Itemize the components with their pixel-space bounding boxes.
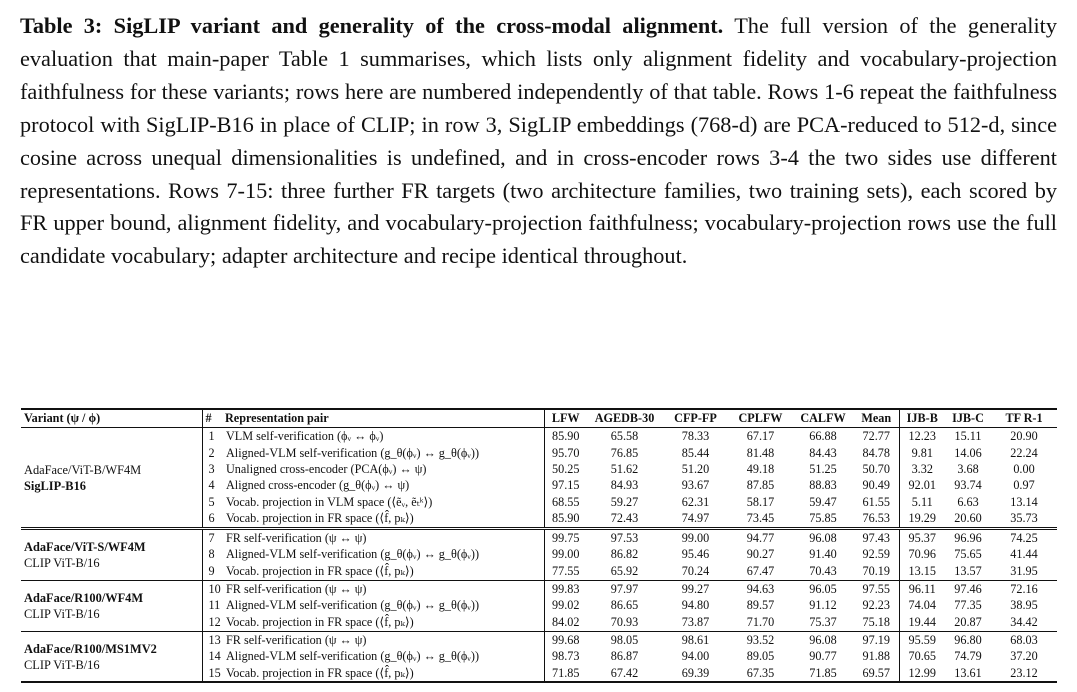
metric-value: 76.53 [854, 510, 899, 528]
row-index: 12 [208, 614, 221, 629]
representation-pair: FR self-verification (ψ ↔ ψ) [222, 580, 544, 598]
metric-value: 95.59 [908, 632, 936, 647]
metric-value: 98.73 [552, 649, 580, 664]
metric-value: 12.99 [908, 665, 936, 680]
metric-value: 12.23 [908, 429, 936, 444]
metric-value: 97.15 [552, 478, 580, 493]
metric-value: 77.35 [954, 598, 982, 613]
metric-value: 66.88 [809, 429, 837, 444]
row-index: 13 [208, 632, 221, 647]
metric-value: 97.53 [610, 531, 639, 546]
table-row [21, 631, 1057, 649]
representation-pair: Aligned-VLM self-verification (g_θ(ϕᵥ) ↔ g_θ(ϕᵥ)) [222, 598, 544, 614]
metric-value: 97.19 [854, 631, 899, 649]
metric-value: 86.65 [610, 598, 639, 613]
metric-value: 51.25 [809, 461, 837, 476]
table-row [21, 580, 1057, 598]
metric-value: 70.19 [854, 563, 899, 580]
metric-value: 85.44 [681, 445, 710, 460]
metric-value: 70.43 [809, 563, 837, 578]
metric-value: 65.92 [610, 563, 639, 578]
metric-value: 96.96 [954, 531, 982, 546]
metric-value: 50.70 [854, 462, 899, 478]
metric-value: 94.77 [746, 531, 775, 546]
metric-value: 94.63 [746, 582, 775, 597]
metric-value: 20.90 [1010, 429, 1038, 444]
table-caption [20, 10, 1057, 273]
metric-value: 97.55 [854, 580, 899, 598]
metric-value: 41.44 [1010, 547, 1038, 562]
metric-value: 59.27 [610, 494, 639, 509]
metric-value: 85.90 [552, 510, 580, 525]
metric-value: 73.87 [681, 614, 710, 629]
metric-value: 23.12 [1010, 665, 1038, 680]
metric-value: 67.17 [746, 429, 775, 444]
metric-value: 81.48 [746, 445, 775, 460]
metric-value: 72.16 [1010, 582, 1038, 597]
metric-value: 0.97 [1013, 478, 1035, 493]
caption-title: Table 3: SigLIP variant and generality of the cross-modal alignment. [20, 13, 724, 38]
row-index: 11 [208, 598, 221, 613]
metric-value: 99.00 [681, 531, 710, 546]
variant-cell [21, 580, 202, 631]
metric-value: 99.68 [552, 632, 580, 647]
metric-value: 62.31 [681, 494, 710, 509]
metric-value: 93.74 [954, 478, 982, 493]
metric-value: 74.79 [954, 649, 982, 664]
variant-encoder: SigLIP-B16 [24, 478, 86, 493]
representation-pair: Aligned-VLM self-verification (g_θ(ϕᵥ) ↔ g_θ(ϕᵥ)) [222, 649, 544, 665]
metric-value: 6.63 [957, 494, 979, 509]
metric-value: 88.83 [809, 478, 837, 493]
metric-value: 93.52 [746, 632, 775, 647]
row-index: 6 [208, 510, 215, 525]
metric-value: 13.14 [1010, 494, 1038, 509]
metric-value: 59.47 [809, 494, 837, 509]
metric-value: 72.77 [854, 428, 899, 446]
variant-name: AdaFace/R100/MS1MV2 [24, 642, 157, 656]
metric-value: 97.46 [954, 582, 982, 597]
metric-value: 70.96 [908, 547, 936, 562]
metric-value: 84.78 [854, 445, 899, 461]
header-agedb: AGEDB-30 [594, 410, 655, 425]
metric-value: 90.77 [809, 649, 837, 664]
metric-value: 91.40 [809, 547, 837, 562]
row-index: 10 [208, 582, 221, 597]
variant-name: AdaFace/R100/WF4M [24, 591, 144, 606]
metric-value: 20.60 [954, 510, 982, 525]
metric-value: 67.35 [746, 665, 775, 680]
metric-value: 95.37 [908, 531, 936, 546]
metric-value: 94.00 [681, 649, 710, 664]
metric-value: 13.61 [954, 665, 982, 680]
metric-value: 71.85 [809, 665, 837, 680]
metric-value: 70.93 [610, 614, 639, 629]
metric-value: 84.02 [552, 614, 580, 629]
metric-value: 37.20 [1010, 649, 1038, 664]
metric-value: 94.80 [681, 598, 710, 613]
header-ijbb: IJB-B [906, 410, 938, 425]
metric-value: 71.85 [552, 665, 580, 680]
variant-cell [21, 631, 202, 682]
metric-value: 19.29 [908, 510, 936, 525]
metric-value: 3.32 [911, 461, 933, 476]
metric-value: 91.12 [809, 598, 837, 613]
metric-value: 96.08 [809, 632, 837, 647]
metric-value: 84.93 [610, 478, 639, 493]
row-index: 3 [208, 461, 215, 476]
header-ijbc: IJB-C [952, 410, 984, 425]
row-group [21, 580, 1057, 631]
representation-pair: FR self-verification (ψ ↔ ψ) [222, 528, 544, 547]
metric-value: 73.45 [746, 510, 775, 525]
caption-text: The full version of the generality evaluation that main-paper Table 1 summarises, which lists only alignment fidelity and vocabulary-projection faithfulness for these variants; rows here are numbered independently of that table. Rows 1-6 repeat the faithfulness protocol with SigLIP-B16 in place of CLIP; in row 3, SigLIP embeddings (768-d) are PCA-reduced to 512-d, since cosine across unequal dimensionalities is undefined, and in cross-encoder rows 3-4 the two sides use different representations. Rows 7-15: three further FR targets (two architecture families, two training sets), each scored by FR upper bound, alignment fidelity, and vocabulary-projection faithfulness; vocabulary-projection rows use the full candidate vocabulary; adapter architecture and recipe identical throughout. [20, 13, 1057, 269]
metric-value: 86.87 [610, 649, 639, 664]
metric-value: 70.24 [681, 563, 710, 578]
representation-pair: Aligned cross-encoder (g_θ(ϕᵥ) ↔ ψ) [222, 478, 544, 494]
representation-pair: Vocab. projection in FR space (⟨f̂, pₖ⟩) [222, 665, 544, 682]
metric-value: 51.62 [610, 461, 639, 476]
variant-encoder: CLIP ViT-B/16 [24, 607, 100, 622]
metric-value: 71.70 [746, 614, 775, 629]
metric-value: 89.05 [746, 649, 775, 664]
metric-value: 67.42 [610, 665, 639, 680]
metric-value: 50.25 [552, 461, 580, 476]
metric-value: 69.39 [681, 665, 710, 680]
metric-value: 34.42 [1010, 614, 1038, 629]
metric-value: 91.88 [854, 649, 899, 665]
metric-value: 75.18 [854, 614, 899, 631]
metric-value: 93.67 [681, 478, 710, 493]
metric-value: 74.25 [1010, 531, 1038, 546]
representation-pair: Unaligned cross-encoder (PCA(ϕᵥ) ↔ ψ) [222, 462, 544, 478]
metric-value: 85.90 [552, 429, 580, 444]
variant-cell [21, 528, 202, 580]
representation-pair: VLM self-verification (ϕᵥ ↔ ϕᵥ) [222, 428, 544, 446]
metric-value: 74.04 [908, 598, 936, 613]
row-group [21, 428, 1057, 529]
metric-value: 92.23 [854, 598, 899, 614]
header-cfpfp: CFP-FP [674, 410, 717, 425]
metric-value: 99.02 [552, 598, 580, 613]
variant-name: AdaFace/ViT-S/WF4M [24, 540, 146, 555]
metric-value: 69.57 [854, 665, 899, 682]
variant-encoder: CLIP ViT-B/16 [24, 556, 100, 571]
metric-value: 77.55 [552, 563, 580, 578]
metric-value: 72.43 [610, 510, 639, 525]
variant-cell [21, 428, 202, 529]
metric-value: 38.95 [1010, 598, 1038, 613]
metric-value: 68.55 [552, 494, 580, 509]
metric-value: 75.85 [809, 510, 837, 525]
metric-value: 19.44 [908, 614, 936, 629]
metric-value: 22.24 [1010, 445, 1038, 460]
representation-pair: Vocab. projection in FR space (⟨f̂, pₖ⟩) [222, 510, 544, 528]
header-tfr1: TF R-1 [1005, 410, 1043, 425]
metric-value: 95.46 [681, 547, 710, 562]
header-lfw: LFW [551, 410, 580, 425]
metric-value: 9.81 [911, 445, 933, 460]
metric-value: 89.57 [746, 598, 775, 613]
metric-value: 99.83 [552, 582, 580, 597]
metric-value: 14.06 [954, 445, 982, 460]
representation-pair: Vocab. projection in FR space (⟨f̂, pₖ⟩) [222, 614, 544, 631]
metric-value: 15.11 [954, 429, 982, 444]
representation-pair: FR self-verification (ψ ↔ ψ) [222, 631, 544, 649]
representation-pair: Aligned-VLM self-verification (g_θ(ϕᵥ) ↔ g_θ(ϕᵥ)) [222, 445, 544, 461]
metric-value: 61.55 [854, 494, 899, 510]
metric-value: 51.20 [681, 461, 710, 476]
metric-value: 0.00 [1013, 461, 1035, 476]
metric-value: 90.49 [854, 478, 899, 494]
row-group [21, 631, 1057, 682]
metric-value: 3.68 [957, 461, 979, 476]
metric-value: 99.75 [552, 531, 580, 546]
metric-value: 70.65 [908, 649, 936, 664]
header-row [21, 409, 1057, 428]
metric-value: 96.08 [809, 531, 837, 546]
metric-value: 35.73 [1010, 510, 1038, 525]
metric-value: 75.37 [809, 614, 837, 629]
metric-value: 67.47 [746, 563, 775, 578]
metric-value: 96.80 [954, 632, 982, 647]
metric-value: 78.33 [681, 429, 710, 444]
metric-value: 96.11 [908, 582, 936, 597]
metric-value: 97.97 [610, 582, 639, 597]
metric-value: 96.05 [809, 582, 837, 597]
header-cplfw: CPLFW [738, 410, 783, 425]
metric-value: 97.43 [854, 528, 899, 547]
row-index: 1 [208, 429, 215, 444]
table-row [21, 528, 1057, 547]
header-index: # [205, 410, 212, 425]
metric-value: 65.58 [610, 429, 639, 444]
metric-value: 76.85 [610, 445, 639, 460]
metric-value: 86.82 [610, 547, 639, 562]
metric-value: 84.43 [809, 445, 837, 460]
row-index: 14 [208, 649, 221, 664]
metric-value: 99.00 [552, 547, 580, 562]
metric-value: 74.97 [681, 510, 710, 525]
metric-value: 31.95 [1010, 563, 1038, 578]
table-row [21, 428, 1057, 446]
header-variant: Variant (ψ / ϕ) [21, 409, 202, 428]
metric-value: 90.27 [746, 547, 775, 562]
metric-value: 68.03 [1010, 632, 1038, 647]
row-index: 9 [208, 563, 215, 578]
metric-value: 13.57 [954, 563, 982, 578]
representation-pair: Vocab. projection in VLM space (⟨ẽᵥ, ẽₜᵏ⟩) [222, 494, 544, 510]
metric-value: 75.65 [954, 547, 982, 562]
row-index: 15 [208, 665, 221, 680]
metric-value: 5.11 [911, 494, 933, 509]
metric-value: 92.01 [908, 478, 936, 493]
representation-pair: Vocab. projection in FR space (⟨f̂, pₖ⟩) [222, 563, 544, 580]
row-index: 2 [208, 445, 215, 460]
header-calfw: CALFW [800, 410, 846, 425]
results-table [21, 408, 1057, 683]
variant-encoder: CLIP ViT-B/16 [24, 658, 100, 672]
metric-value: 20.87 [954, 614, 982, 629]
row-index: 7 [208, 531, 215, 546]
row-index: 8 [208, 547, 215, 562]
metric-value: 98.05 [610, 632, 639, 647]
row-group [21, 528, 1057, 580]
metric-value: 13.15 [908, 563, 936, 578]
metric-value: 99.27 [681, 582, 710, 597]
row-index: 4 [208, 478, 215, 493]
representation-pair: Aligned-VLM self-verification (g_θ(ϕᵥ) ↔ g_θ(ϕᵥ)) [222, 547, 544, 563]
metric-value: 92.59 [854, 547, 899, 563]
header-pair: Representation pair [222, 409, 544, 428]
header-mean: Mean [854, 409, 899, 428]
metric-value: 95.70 [552, 445, 580, 460]
metric-value: 58.17 [746, 494, 775, 509]
metric-value: 49.18 [746, 461, 775, 476]
metric-value: 87.85 [746, 478, 775, 493]
variant-name: AdaFace/ViT-B/WF4M [24, 462, 142, 477]
metric-value: 98.61 [681, 632, 710, 647]
row-index: 5 [208, 494, 215, 509]
